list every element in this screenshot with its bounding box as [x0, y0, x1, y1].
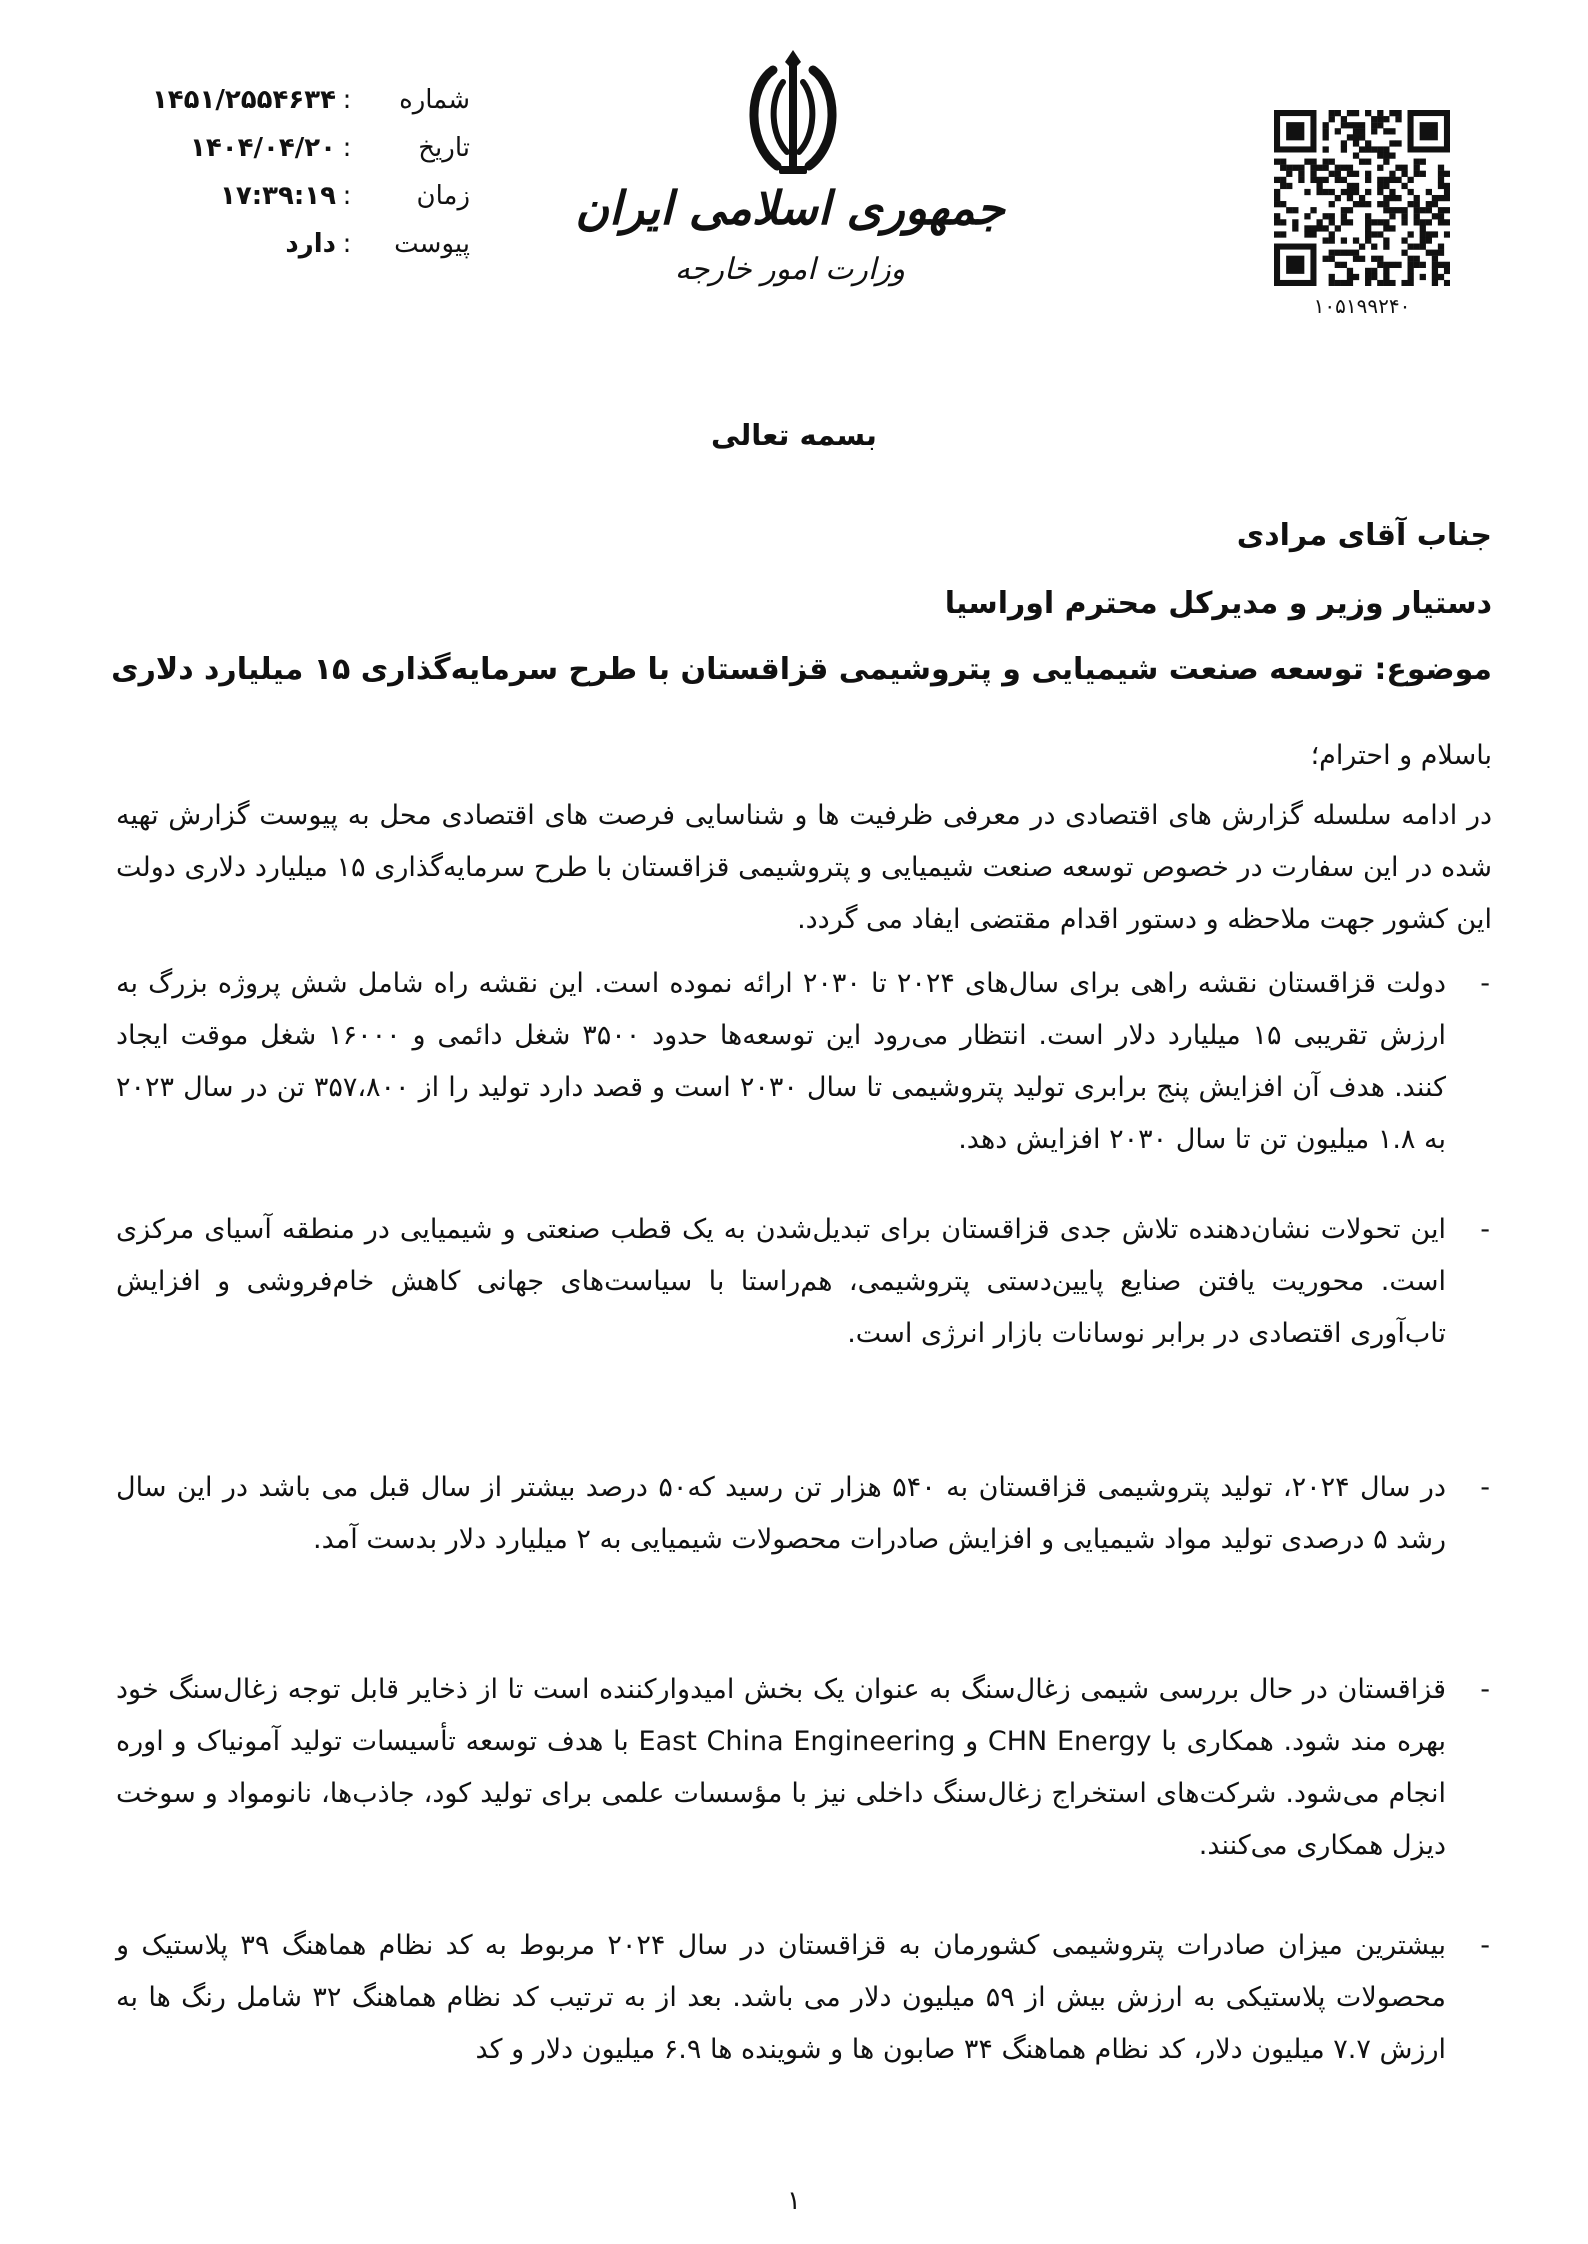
bullet-marker: - — [1480, 1214, 1490, 1245]
bullet-marker: - — [1480, 1930, 1490, 1961]
bullet-item — [116, 1664, 1492, 1872]
bullet-text: این تحولات نشان‌دهنده تلاش جدی قزاقستان برای تبدیل‌شدن به یک قطب صنعتی و شیمیایی در منطقه آسیای مرکزی است. محوریت یافتن صنایع پایین‌دستی پتروشیمی، هم‌راستا با سیاست‌های جهانی کاهش خام‌فروشی و افزایش تاب‌آوری اقتصادی در برابر نوسانات بازار انرژی است. — [116, 1214, 1446, 1349]
ministry-title: وزارت امور خارجه — [674, 252, 906, 287]
addressee-name: جناب آقای مرادی — [1236, 518, 1492, 553]
meta-date-row — [140, 124, 470, 172]
qr-number: ۱۰۵۱۹۹۲۴۰ — [1313, 294, 1411, 318]
bullet-item — [116, 1920, 1492, 2076]
letter-attachment: دارد — [285, 229, 336, 259]
page-number: ۱ — [787, 2186, 801, 2216]
basmala: بسمه تعالی — [711, 418, 877, 452]
letter-time: ۱۷:۳۹:۱۹ — [219, 181, 336, 211]
bullet-text: در سال ۲۰۲۴، تولید پتروشیمی قزاقستان به ۵۴۰ هزار تن رسید که۵۰ درصد بیشتر از سال قبل می باشد در این سال رشد ۵ درصدی تولید مواد شیمیایی و افزایش صادرات محصولات شیمیایی به ۲ میلیارد دلار بدست آمد. — [116, 1472, 1446, 1555]
state-title: جمهوری اسلامی ایران — [575, 181, 1005, 235]
meta-separator: : — [342, 229, 352, 259]
letter-date: ۱۴۰۴/۰۴/۲۰ — [190, 133, 336, 163]
meta-separator: : — [342, 133, 352, 163]
addressee-title: دستیار وزیر و مدیرکل محترم اوراسیا — [944, 586, 1492, 621]
meta-separator: : — [342, 181, 352, 211]
bullet-text: دولت قزاقستان نقشه راهی برای سال‌های ۲۰۲۴ تا ۲۰۳۰ ارائه نموده است. این نقشه راه شامل شش پروژه بزرگ به ارزش تقریبی ۱۵ میلیارد دلار است. انتظار می‌رود این توسعه‌ها حدود ۳۵۰۰ شغل دائمی و ۱۶۰۰۰ شغل موقت ایجاد کنند. هدف آن افزایش پنج برابری تولید پتروشیمی تا سال ۲۰۳۰ است و قصد دارد تولید را از ۳۵۷،۸۰۰ تن در سال ۲۰۲۳ به ۱.۸ میلیون تن تا سال ۲۰۳۰ افزایش دهد. — [116, 968, 1447, 1155]
meta-number-row — [140, 76, 470, 124]
meta-time-row — [140, 172, 470, 220]
meta-label: زمان — [416, 181, 470, 211]
bullet-marker: - — [1480, 1674, 1490, 1705]
letter-subject: موضوع: توسعه صنعت شیمیایی و پتروشیمی قزاقستان با طرح سرمایه‌گذاری ۱۵ میلیارد دلاری — [111, 652, 1492, 687]
bullet-text: قزاقستان در حال بررسی شیمی زغال‌سنگ به عنوان یک بخش امیدوارکننده است تا از ذخایر قابل توجه زغال‌سنگ خود بهره مند شود. همکاری با CHN Energy و East China Engineering با هدف توسعه تأسیسات تولید آمونیاک و اوره انجام می‌شود. شرکت‌های استخراج زغال‌سنگ داخلی نیز با مؤسسات علمی برای تولید کود، جاذب‌ها، نانومواد و سوخت دیزل همکاری می‌کنند. — [116, 1674, 1446, 1861]
letter-number: ۱۴۵۱/۲۵۵۴۶۳۴ — [151, 85, 336, 115]
meta-label: تاریخ — [418, 133, 470, 163]
meta-attachment-row — [140, 220, 470, 268]
letter-meta — [140, 76, 470, 268]
qr-code-icon — [1274, 110, 1450, 286]
bullet-text: بیشترین میزان صادرات پتروشیمی کشورمان به قزاقستان در سال ۲۰۲۴ مربوط به کد نظام هماهنگ ۳۹ پلاستیک و محصولات پلاستیکی به ارزش بیش از ۵۹ میلیون دلار می باشد. بعد از به ترتیب کد نظام هماهنگ ۳۲ شامل رنگ ها به ارزش ۷.۷ میلیون دلار، کد نظام هماهنگ ۳۴ صابون ها و شوینده ها ۶.۹ میلیون دلار و کد — [116, 1930, 1446, 2065]
bullet-marker: - — [1480, 968, 1490, 999]
bullet-marker: - — [1480, 1472, 1490, 1503]
greeting: باسلام و احترام؛ — [1310, 740, 1492, 771]
meta-label: شماره — [399, 85, 470, 115]
bullet-item — [116, 1462, 1492, 1566]
bullet-item — [116, 1204, 1492, 1360]
intro-paragraph: در ادامه سلسله گزارش های اقتصادی در معرفی ظرفیت ها و شناسایی فرصت های اقتصادی محل به پیوست گزارش تهیه شده در این سفارت در خصوص توسعه صنعت شیمیایی و پتروشیمی قزاقستان با طرح سرمایه‌گذاری ۱۵ میلیارد دلاری دولت این کشور جهت ملاحظه و دستور اقدام مقتضی ایفاد می گردد. — [116, 800, 1492, 935]
iran-emblem-icon — [733, 48, 853, 188]
meta-label: پیوست — [394, 229, 470, 259]
bullet-item — [116, 958, 1492, 1166]
meta-separator: : — [342, 85, 352, 115]
